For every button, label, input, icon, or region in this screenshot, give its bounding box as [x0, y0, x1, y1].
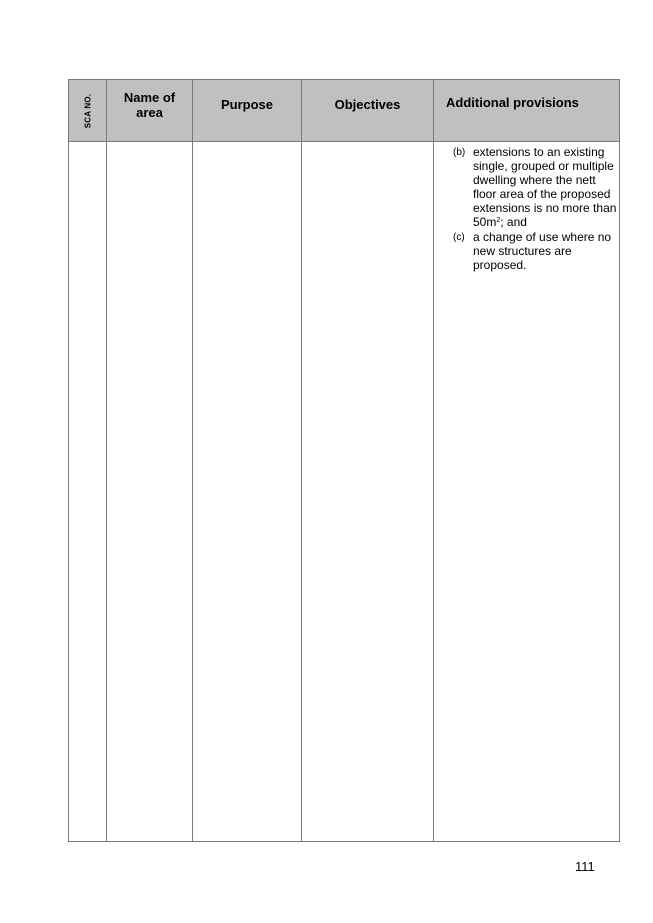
header-additional-provisions-label: Additional provisions — [446, 95, 579, 110]
page-number: 111 — [575, 859, 595, 874]
header-sca-no — [69, 80, 107, 142]
cell-sca-no — [69, 142, 107, 842]
header-purpose-label: Purpose — [220, 97, 273, 112]
header-name-of-area — [107, 80, 193, 142]
special-control-area-table — [68, 79, 620, 842]
list-item — [434, 230, 619, 272]
header-purpose — [193, 80, 302, 142]
header-additional-provisions — [434, 80, 620, 142]
list-item-text: extensions to an existing single, grouped or multiple dwelling where the nett floor area of the proposed extensions is no more than 50m — [473, 145, 617, 229]
list-item-marker: (c) — [453, 232, 465, 243]
list-item-text-end: ; and — [500, 215, 527, 229]
table-row — [69, 142, 620, 842]
table-header-row — [69, 80, 620, 142]
list-item-marker: (b) — [453, 147, 466, 158]
list-item — [434, 145, 619, 229]
list-item-text: a change of use where no new structures are proposed. — [473, 230, 612, 272]
superscript: 2 — [496, 217, 501, 224]
header-sca-no-label: SCA NO. — [83, 93, 92, 128]
provisions-list — [434, 142, 619, 272]
header-objectives — [302, 80, 434, 142]
header-objectives-label: Objectives — [334, 97, 401, 112]
header-name-of-area-label: Name of area — [123, 89, 176, 120]
cell-name-of-area — [107, 142, 193, 842]
cell-purpose — [193, 142, 302, 842]
cell-additional-provisions — [434, 142, 620, 842]
cell-objectives — [302, 142, 434, 842]
